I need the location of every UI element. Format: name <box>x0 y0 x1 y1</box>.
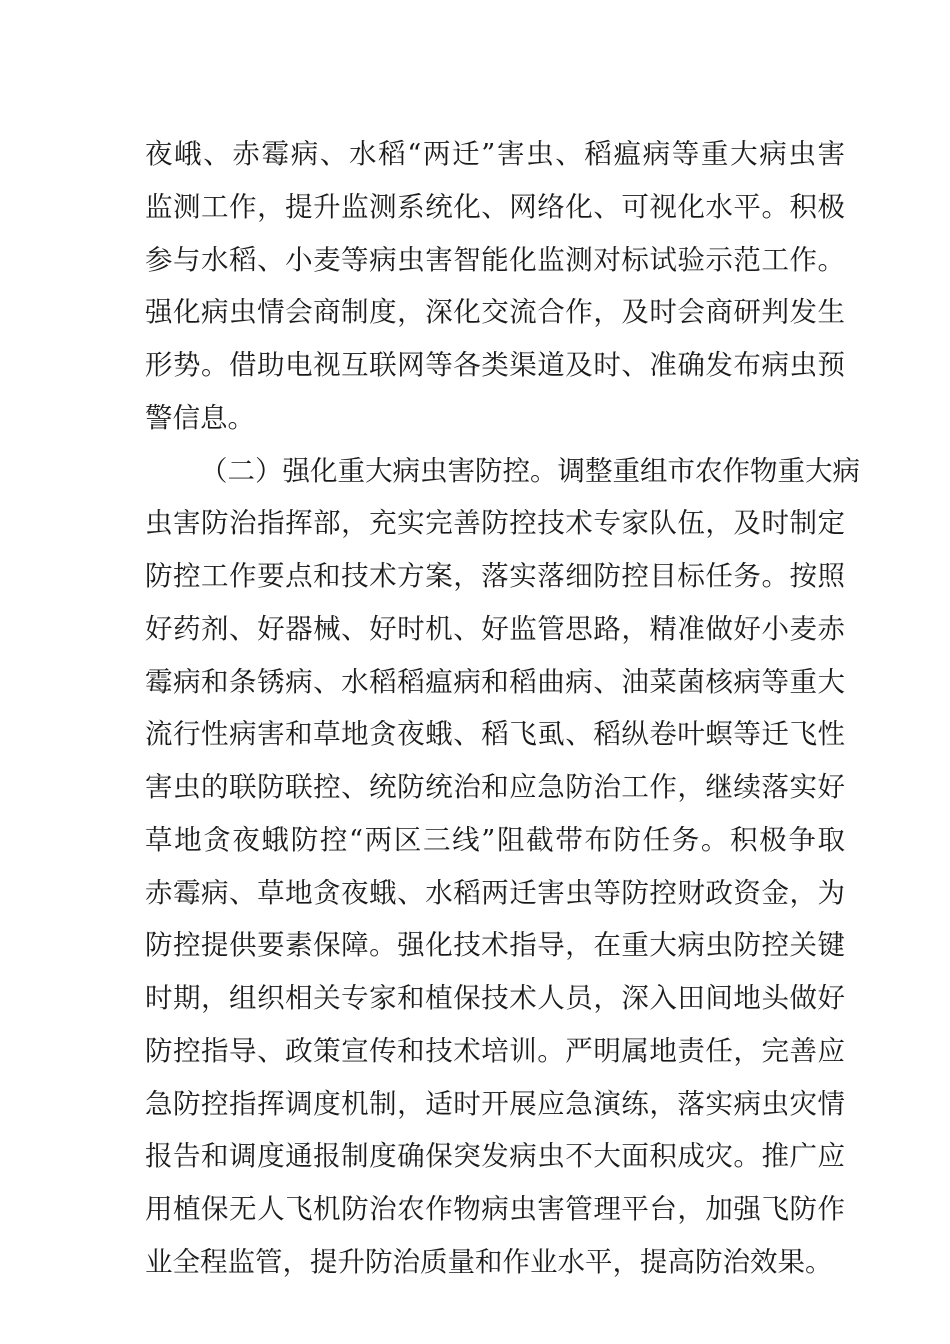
text-line: 时期，组织相关专家和植保技术人员，深入田间地头做好 <box>145 982 845 1014</box>
text-line: 报告和调度通报制度确保突发病虫不大面积成灾。推广应 <box>145 1140 845 1173</box>
text-line: 夜峨、赤霉病、水稻“两迁”害虫、稻瘟病等重大病虫害 <box>145 138 845 170</box>
text-line: 监测工作，提升监测系统化、网络化、可视化水平。积极 <box>145 190 845 223</box>
text-line: 好药剂、好器械、好时机、好监管思路，精准做好小麦赤 <box>145 612 845 645</box>
body-text <box>145 128 860 1289</box>
text-line: 防控指导、政策宣传和技术培训。严明属地责任，完善应 <box>145 1034 845 1067</box>
text-line: 形势。借助电视互联网等各类渠道及时、准确发布病虫预 <box>145 349 845 381</box>
text-line: 业全程监管，提升防治质量和作业水平，提高防治效果。 <box>145 1245 833 1278</box>
text-line: 防控工作要点和技术方案，落实落细防控目标任务。按照 <box>145 560 845 592</box>
text-line: 急防控指挥调度机制，适时开展应急演练，落实病虫灾情 <box>145 1087 845 1120</box>
text-line: 害虫的联防联控、统防统治和应急防治工作，继续落实好 <box>145 771 845 803</box>
section-heading-line: （二）强化重大病虫害防控。调整重组市农作物重大病 <box>200 454 860 487</box>
text-line: 赤霉病、草地贪夜蛾、水稻两迁害虫等防控财政资金，为 <box>145 876 845 909</box>
text-line: 用植保无人飞机防治农作物病虫害管理平台，加强飞防作 <box>145 1193 845 1225</box>
text-line: 强化病虫情会商制度，深化交流合作，及时会商研判发生 <box>145 296 845 329</box>
text-line: 警信息。 <box>145 401 255 434</box>
text-line: 霉病和条锈病、水稻稻瘟病和稻曲病、油菜菌核病等重大 <box>145 665 845 698</box>
text-line: 参与水稻、小麦等病虫害智能化监测对标试验示范工作。 <box>145 243 845 276</box>
text-line: 防控提供要素保障。强化技术指导，在重大病虫防控关键 <box>145 929 845 962</box>
text-line: 流行性病害和草地贪夜蛾、稻飞虱、稻纵卷叶螟等迁飞性 <box>145 718 845 751</box>
text-line: 虫害防治指挥部，充实完善防控技术专家队伍，及时制定 <box>145 507 845 540</box>
text-line: 草地贪夜蛾防控“两区三线”阻截带布防任务。积极争取 <box>145 823 845 856</box>
